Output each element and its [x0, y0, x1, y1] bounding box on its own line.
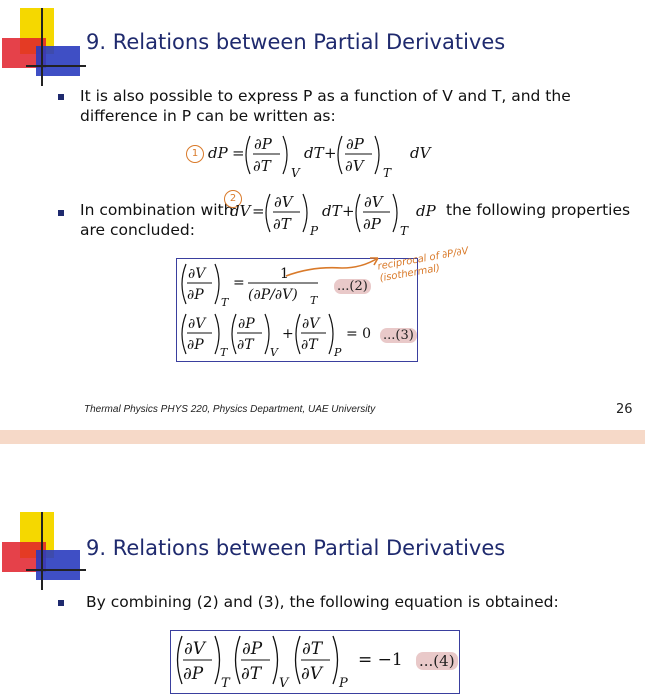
svg-text:V: V [279, 676, 289, 691]
svg-text:P: P [310, 224, 319, 238]
svg-text:V: V [291, 166, 300, 180]
equation-dv [228, 186, 440, 240]
svg-text:T: T [310, 294, 318, 307]
svg-text:∂V: ∂V [345, 157, 364, 175]
slide-footer: Thermal Physics PHYS 220, Physics Department, UAE University [84, 404, 376, 415]
annotation-reciprocal: reciprocal of ∂P/∂V (isothermal) [376, 245, 470, 285]
svg-text:dT: dT [322, 202, 342, 220]
svg-text:∂V: ∂V [302, 316, 320, 332]
bullet-text-3: By combining (2) and (3), the following equation is obtained: [86, 593, 559, 611]
slide-logo [0, 8, 90, 86]
equation-tag-4: ...(4) [416, 652, 458, 670]
svg-text:dP: dP [416, 202, 436, 220]
svg-text:=: = [233, 275, 245, 291]
svg-text:∂T: ∂T [241, 664, 262, 684]
svg-text:= −1: = −1 [358, 650, 403, 670]
svg-text:P: P [339, 676, 348, 691]
slide-2 [0, 444, 645, 700]
svg-text:∂P: ∂P [254, 135, 272, 153]
annotation-arrow [282, 246, 392, 286]
bullet-text-2-pre: In combination with [80, 201, 234, 219]
svg-text:+: + [342, 202, 355, 220]
svg-text:=: = [252, 202, 265, 220]
page-number: 26 [616, 402, 633, 417]
svg-text:∂P: ∂P [238, 316, 255, 332]
bullet-text-2-line2: are concluded: [80, 221, 195, 239]
slide-title: 9. Relations between Partial Derivatives [86, 536, 506, 560]
svg-text:= 0: = 0 [346, 326, 372, 342]
svg-text:∂V: ∂V [184, 639, 206, 659]
marker-2-icon: 2 [224, 190, 242, 208]
svg-text:∂V: ∂V [188, 316, 206, 332]
svg-text:dV: dV [230, 202, 251, 220]
svg-text:dP: dP [208, 144, 228, 162]
svg-text:∂T: ∂T [253, 157, 271, 175]
svg-text:T: T [220, 346, 228, 359]
svg-text:∂T: ∂T [301, 337, 318, 353]
svg-text:∂T: ∂T [237, 337, 254, 353]
svg-text:+: + [324, 144, 337, 162]
equation-4 [172, 632, 412, 692]
equation-tag-3: ...(3) [380, 328, 417, 343]
svg-text:∂P: ∂P [187, 337, 204, 353]
equation-tag-2: ...(2) [334, 279, 371, 294]
svg-text:∂P: ∂P [363, 215, 381, 233]
svg-text:∂V: ∂V [301, 664, 323, 684]
svg-text:T: T [400, 224, 409, 238]
bullet-marker [58, 600, 64, 606]
svg-text:∂V: ∂V [188, 266, 206, 282]
svg-text:dV: dV [410, 144, 431, 162]
svg-text:T: T [383, 166, 392, 180]
bullet-text-1: It is also possible to express P as a function of V and T, and the difference in P can be written as: [80, 87, 571, 125]
svg-text:∂V: ∂V [364, 193, 383, 211]
bullet-text-2-post: the following properties [446, 201, 631, 219]
svg-text:P: P [334, 346, 342, 359]
equation-3 [178, 310, 378, 360]
bullet-marker [58, 94, 64, 100]
svg-text:(∂P/∂V): (∂P/∂V) [248, 287, 298, 303]
svg-text:V: V [270, 346, 278, 359]
svg-text:∂P: ∂P [242, 639, 263, 659]
svg-text:∂V: ∂V [274, 193, 293, 211]
slide-logo [0, 512, 90, 590]
slide-divider [0, 430, 645, 444]
svg-text:+: + [282, 326, 294, 342]
svg-text:∂T: ∂T [302, 639, 323, 659]
svg-text:T: T [221, 296, 229, 309]
equation-dp [206, 128, 446, 182]
svg-text:∂P: ∂P [346, 135, 364, 153]
bullet-marker [58, 210, 64, 216]
svg-text:∂T: ∂T [273, 215, 291, 233]
marker-1-icon: 1 [186, 145, 204, 163]
svg-text:∂P: ∂P [183, 664, 204, 684]
svg-text:=: = [232, 144, 245, 162]
svg-text:1: 1 [280, 266, 289, 282]
svg-text:dT: dT [304, 144, 324, 162]
svg-text:∂P: ∂P [187, 287, 204, 303]
svg-text:T: T [221, 676, 230, 691]
slide-title: 9. Relations between Partial Derivatives [86, 30, 506, 54]
